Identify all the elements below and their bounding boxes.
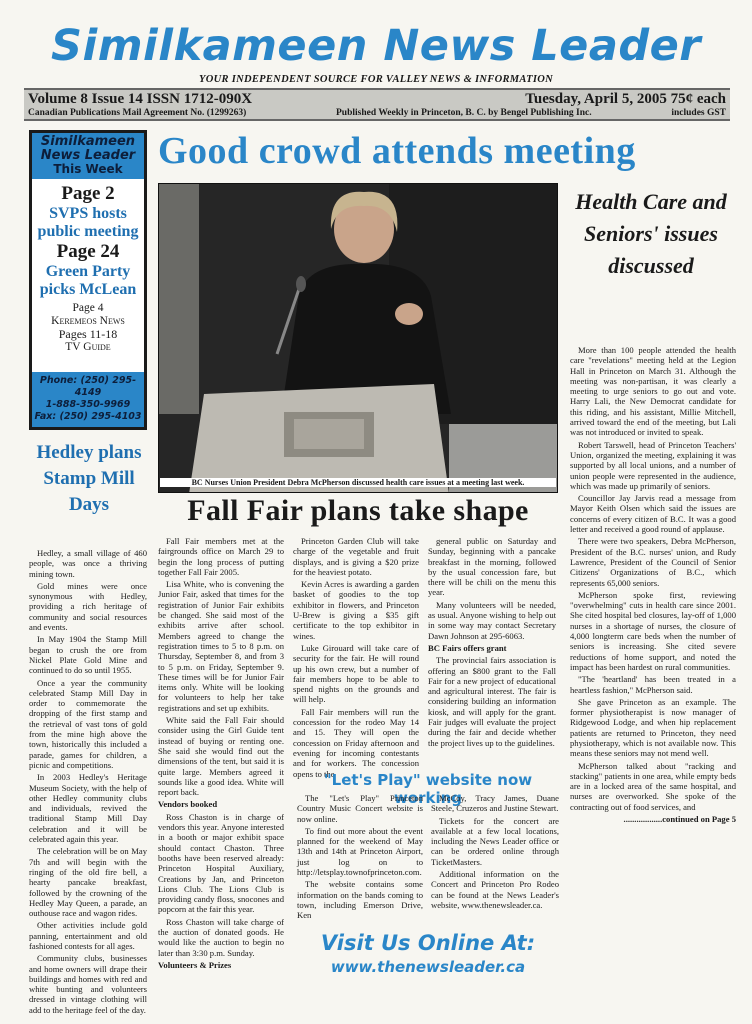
paragraph: Fall Fair members met at the fairgrounds office on March 29 to begin the long process of putting together Fall Fair 2005. — [158, 536, 284, 577]
paragraph: "The 'heartland' has been treated in a heartless fashion," McPherson said. — [570, 674, 736, 695]
paragraph: The website contains some information on the bands coming to town, including Emerson Drive, Ken — [297, 879, 423, 921]
paragraph: More than 100 people attended the health care "revelations" meeting held at the Legion Hall in Princeton on March 31. Although the meeting was non-partisan, it was clearly a meeting to urge seniors to go out and vote. Harry Lali, the New Democrat candidate for this riding, and his assistant, Millie Mitchell, arrived toward the end of the meeting, but Lali was not introduced or invited to speak. — [570, 345, 736, 438]
masthead — [0, 22, 752, 70]
phone-number: Phone: (250) 295-4149 — [39, 375, 137, 398]
paragraph: McCoy, Tracy James, Duane Steele, Cruzeros and Justine Stewart. — [431, 793, 559, 814]
publisher-line: Published Weekly in Princeton, B. C. by Bengel Publishing Inc. — [336, 108, 592, 118]
visit-online-label: Visit Us Online At: — [320, 931, 536, 955]
paragraph: Once a year the community celebrated Stamp Mill Day in order to commemorate the dropping of the first stamp and the retrieval of vast tons of gold from the mine high above the town, historically this included a parade, games for children, a picnic and competitions. — [29, 677, 147, 770]
paragraph: In May 1904 the Stamp Mill began to crush the ore from Nickel Plate Gold Mine and continued to do so until 1955. — [29, 634, 147, 676]
paragraph: Many volunteers will be needed, as usual. Anyone wishing to help out in some way may contact Secretary Dawn Johnson at 295-6063. — [428, 599, 556, 641]
paragraph: Other activities include gold panning, entertainment and old fashioned contests for all ages. — [29, 920, 147, 951]
continued-link[interactable]: ..................continued on Page 5 — [623, 814, 736, 825]
tagline: YOUR INDEPENDENT SOURCE FOR VALLEY NEWS & INFORMATION — [199, 74, 553, 85]
paragraph: Additional information on the Concert and Princeton Pro Rodeo can be found at the News Leader's website, www.thenewsleader.ca. — [431, 869, 559, 910]
speaker-photo — [158, 183, 558, 493]
index-page-2[interactable]: Page 2 — [61, 183, 115, 204]
paragraph: Kevin Acres is awarding a garden basket of goodies to the top exhibitor in flowers, and Princeton U-Brew is giving a $35 gift certificate to the top exhibitor in wines. — [293, 579, 419, 641]
index-story-keremeos[interactable]: Keremeos News — [51, 315, 125, 327]
index-story-svps[interactable]: SVPS hosts public meeting — [37, 205, 139, 240]
paragraph: The provincial fairs association is offering an $800 grant to the Fall Fair for a new project of educational and agricultural interest. The fair is considering building an information kiosk, and will apply for the grant. Fair judges will evaluate the project during the fair and decide whether the project lives up to the guidelines. — [428, 655, 556, 748]
this-week-label: This Week — [53, 162, 123, 176]
hedley-headline: Hedley plans Stamp Mill Days — [36, 442, 142, 515]
gst-note: includes GST — [671, 108, 726, 118]
paragraph: Ross Chaston is in charge of vendors this year. Anyone interested in a booth or major exhibit space should contact Chaston. Three booths have been reserved already: Princeton Hospital Auxiliary, Creations by Jan, and Princeton Lions Club. The Lions Club is providing candy floss, snocones and popcorn at the fair this year. — [158, 811, 284, 915]
date-price: Tuesday, April 5, 2005 75¢ each — [525, 91, 726, 107]
subhead-volunteers: Volunteers & Prizes — [158, 959, 232, 970]
photo-caption: BC Nurses Union President Debra McPherson discussed health care issues at a meeting last week. — [160, 478, 556, 487]
this-week-index — [32, 179, 144, 354]
paragraph: Ross Chaston will take charge of the auction of donated goods. He would like the auction to begin no later than 3:30 p.m. Sunday. — [158, 916, 284, 958]
main-headline: Good crowd attends meeting — [158, 130, 636, 172]
paragraph: Community clubs, businesses and home owners will drape their buildings and homes with red and white bunting and volunteers dressed in vintage clothing will add to the heritage feel of the day. — [29, 953, 147, 1015]
paragraph: Fall Fair members will run the concession for the rodeo May 14 and 15. They will open the concession on Friday afternoon and evening for incoming contestants and for workers. The concession opens to the — [293, 706, 419, 779]
lets-play-headline: "Let's Play" website now working — [323, 771, 533, 807]
issue-info: Volume 8 Issue 14 ISSN 1712-090X — [28, 91, 253, 107]
index-page-24[interactable]: Page 24 — [56, 241, 120, 262]
paragraph: To find out more about the event planned for the weekend of May 13th and 14th at Princeton Airport, just log on to http://letsplay.townofprinceton.com. — [297, 825, 423, 878]
paragraph: McPherson talked about "racking and stacking" patients in one area, while empty beds are in a locked area of the same hospital, and nurses are overworked. She spoke of the contracting out of food services, and — [570, 760, 736, 812]
newspaper-title: Similkameen News Leader — [51, 21, 701, 71]
lets-play-column-2 — [431, 793, 559, 912]
fall-fair-headline: Fall Fair plans take shape — [187, 494, 529, 527]
fall-fair-column-3 — [428, 536, 556, 750]
fax-number: Fax: (250) 295-4103 — [34, 411, 142, 422]
index-page-4[interactable]: Page 4 — [72, 302, 104, 314]
this-week-name-1: Similkameen — [40, 134, 136, 149]
index-story-green-party[interactable]: Green Party picks McLean — [39, 263, 137, 298]
paragraph: Robert Tarswell, head of Princeton Teachers' Union, organized the meeting, explaining it was supported by all local unions, and a number of union people were represented in the audience, which was made up primarily of seniors. — [570, 439, 736, 491]
this-week-name-2: News Leader — [40, 148, 136, 163]
paragraph: Lisa White, who is convening the Junior Fair, asked that times for the registration of Junior Fair exhibits be changed. She said most of the exhibits arrive after school. Members agreed to change the registration times to 5 to 8 p.m. on Thursday, September 8, and from 3 to 5 p.m. on Friday, September 9. These times will be for Junior Fair items only. White will be looking for volunteers to help her take registrations and set up exhibits. — [158, 579, 284, 713]
paragraph: Councillor Jay Jarvis read a message from Mayor Keith Olsen which said the issues are concerns of every citizen of B.C. It was a good letter and received a good round of applause. — [570, 493, 736, 535]
this-week-header — [32, 133, 144, 179]
website-link[interactable]: www.thenewsleader.ca — [330, 958, 526, 976]
this-week-box — [29, 130, 147, 430]
paragraph: The "Let's Play" Princeton Country Music Concert website is now online. — [297, 793, 423, 824]
index-pages-11[interactable]: Pages 11-18 — [58, 327, 118, 341]
contact-info — [32, 372, 144, 427]
lets-play-column-1 — [297, 793, 423, 923]
fall-fair-column-1 — [158, 536, 284, 972]
paragraph: White said the Fall Fair should consider using the Girl Guide tent instead of buying or renting one. She said she would find out the dimensions of the tent, but said it is quite large. Members agreed it sounds like a good idea. White will report back. — [158, 715, 284, 798]
paragraph: Princeton Garden Club will take charge of the vegetable and fruit displays, and is giving a $20 prize for the heaviest potato. — [293, 536, 419, 577]
paragraph: There were two speakers, Debra McPherson, President of the B.C. nurses' union, and Rudy Lawrence, President of the Council of Senior Citizens' Organizations of B.C., which represents 65,000 seniors. — [570, 536, 736, 588]
paragraph: general public on Saturday and Sunday, beginning with a pancake breakfast in the morning, followed by the usual concession fare, but there will be chili on the menu this year. — [428, 536, 556, 598]
mail-agreement: Canadian Publications Mail Agreement No. (1299263) — [28, 108, 247, 118]
hedley-article — [29, 548, 147, 1017]
photo-illustration — [159, 184, 558, 493]
info-bar — [24, 88, 730, 121]
paragraph: In 2003 Hedley's Heritage Museum Society, with the help of other Hedley community clubs and individuals, revived the traditional Stamp Mill Day celebration and it will be celebrated again this year. — [29, 772, 147, 845]
paragraph: She gave Princeton as an example. The former physiotherapist is now manager of Ridgewood Lodge, and when hip replacement patients are returned to Princeton, they need physiotherapy, which is not available now. This means these seniors may not mend well. — [570, 696, 736, 759]
paragraph: The celebration will be on May 7th and will begin with the ringing of the old fire bell, a hearty pancake breakfast, followed by the crowning of the Hedley May Queen, a parade, an outhouse race and wagon rides. — [29, 846, 147, 919]
health-care-article — [570, 345, 736, 826]
paragraph: Tickets for the concert are available at a few local locations, including the News Leader office or can be ordered online through TicketMasters. — [431, 815, 559, 867]
visit-online-promo — [296, 930, 560, 977]
paragraph: Luke Girouard will take care of security for the fair. He will round up his own crew, but a number of fair members hope to be able to spend nights on the grounds and will help. — [293, 642, 419, 705]
paragraph: Gold mines were once synonymous with Hedley, providing a rich heritage of community and social resources and events. — [29, 580, 147, 633]
index-story-tv-guide[interactable]: TV Guide — [65, 341, 111, 353]
health-care-headline: Health Care and Seniors' issues discussed — [575, 189, 727, 278]
fall-fair-column-2 — [293, 536, 419, 781]
subhead-grant: BC Fairs offers grant — [428, 642, 507, 653]
paragraph: Hedley, a small village of 460 people, was once a thriving mining town. — [29, 548, 147, 579]
toll-free-number: 1-888-350-9969 — [45, 399, 131, 410]
subhead-vendors: Vendors booked — [158, 799, 218, 810]
paragraph: McPherson spoke first, reviewing "overwhelming" cuts in health care since 2001. She cited hospital bed closures, lay-off of 1,000 nurses in a shortage of nurses, the closure of 4,000 longterm care beds when the number of seniors is increasing. She cited severe reductions of home support, and noted the impact has been hardest on rural communities. — [570, 589, 736, 672]
